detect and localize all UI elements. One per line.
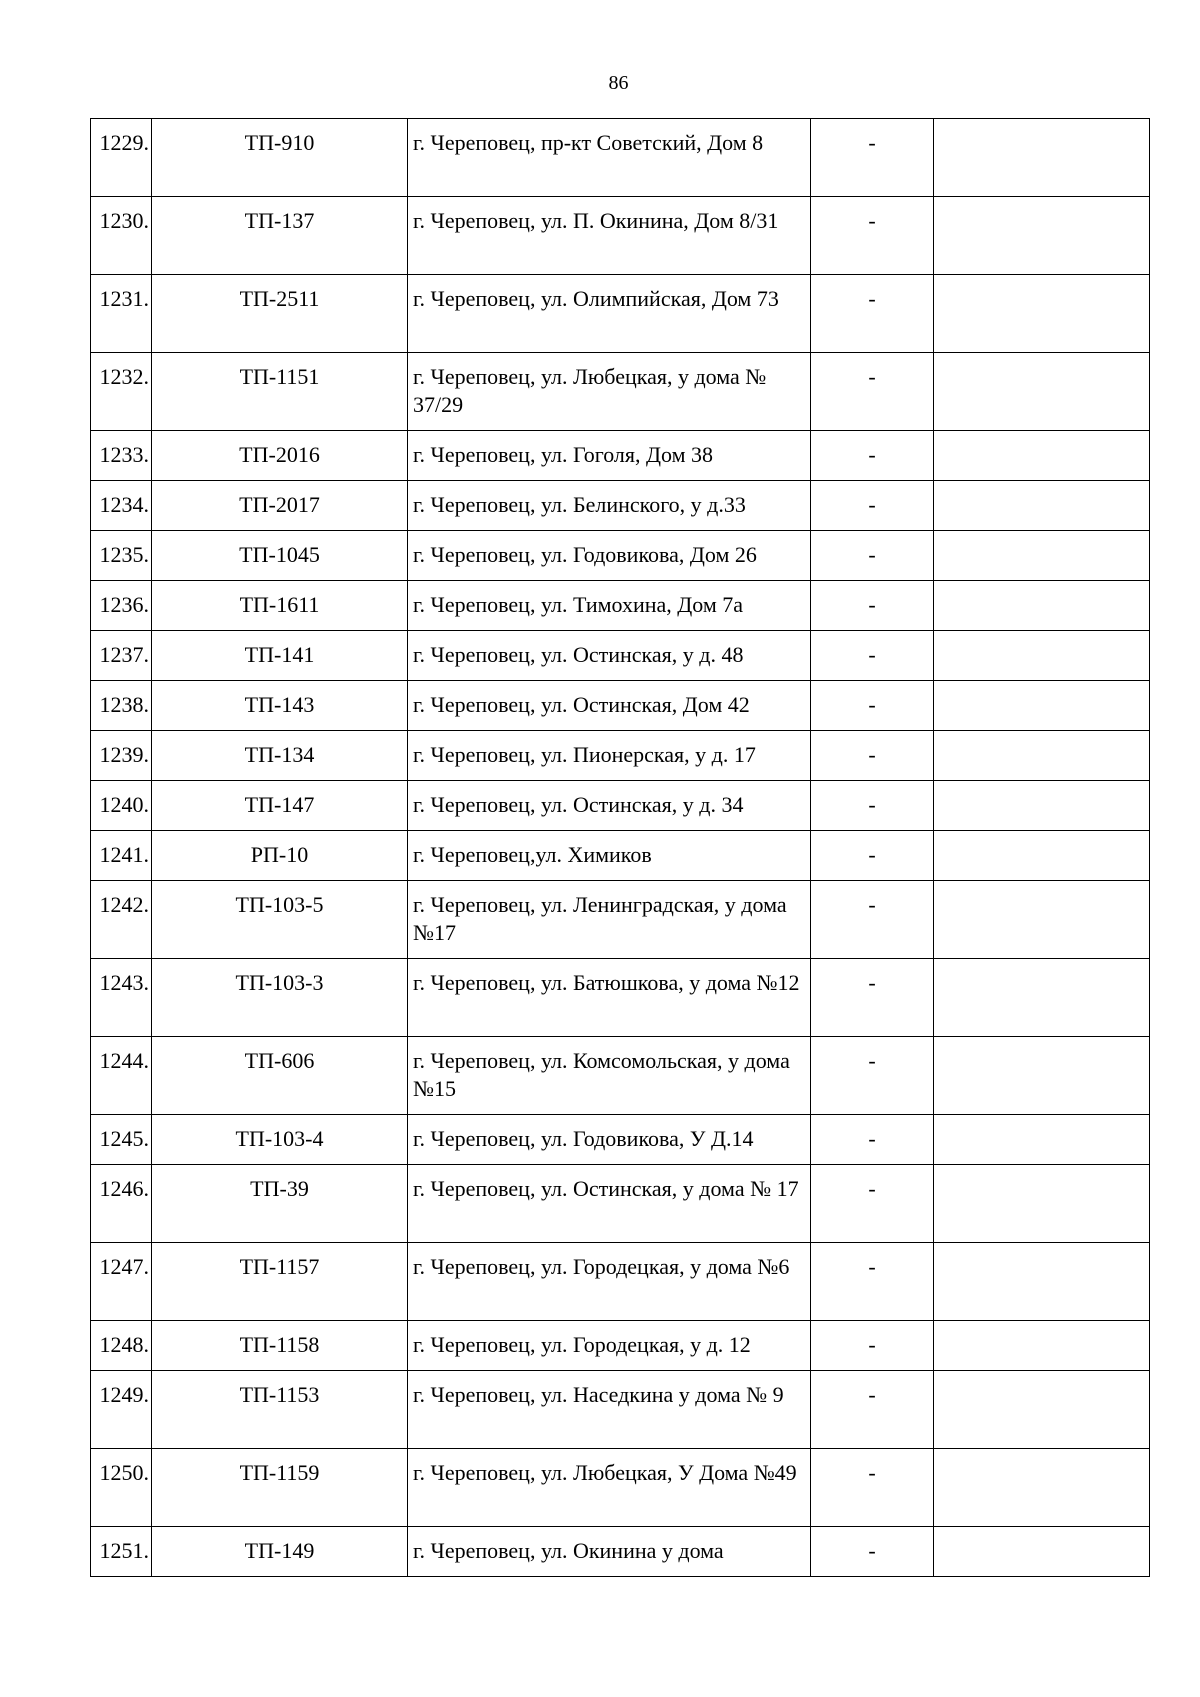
value-cell: - [811, 353, 934, 431]
row-number: 1251. [91, 1527, 152, 1577]
value-cell: - [811, 731, 934, 781]
note-cell [934, 881, 1150, 959]
value-cell: - [811, 581, 934, 631]
substation-code: ТП-1153 [152, 1371, 408, 1449]
address-cell: г. Череповец, ул. Олимпийская, Дом 73 [408, 275, 811, 353]
table-row [91, 1243, 1150, 1321]
note-cell [934, 1037, 1150, 1115]
value-cell: - [811, 631, 934, 681]
address-cell: г. Череповец, ул. Остинская, у д. 34 [408, 781, 811, 831]
note-cell [934, 353, 1150, 431]
row-number: 1231. [91, 275, 152, 353]
note-cell [934, 1165, 1150, 1243]
note-cell [934, 681, 1150, 731]
table-row [91, 1449, 1150, 1527]
address-cell: г. Череповец, ул. Остинская, у дома № 17 [408, 1165, 811, 1243]
substation-code: ТП-1611 [152, 581, 408, 631]
row-number: 1229. [91, 119, 152, 197]
address-cell: г. Череповец, ул. Городецкая, у дома №6 [408, 1243, 811, 1321]
row-number: 1242. [91, 881, 152, 959]
table-row [91, 1165, 1150, 1243]
note-cell [934, 959, 1150, 1037]
address-cell: г. Череповец, ул. Годовикова, Дом 26 [408, 531, 811, 581]
note-cell [934, 581, 1150, 631]
substation-code: ТП-1045 [152, 531, 408, 581]
substation-code: ТП-134 [152, 731, 408, 781]
address-cell: г. Череповец, ул. Пионерская, у д. 17 [408, 731, 811, 781]
address-cell: г. Череповец, ул. Городецкая, у д. 12 [408, 1321, 811, 1371]
row-number: 1236. [91, 581, 152, 631]
value-cell: - [811, 531, 934, 581]
note-cell [934, 631, 1150, 681]
row-number: 1235. [91, 531, 152, 581]
row-number: 1241. [91, 831, 152, 881]
note-cell [934, 481, 1150, 531]
note-cell [934, 275, 1150, 353]
substation-code: ТП-103-5 [152, 881, 408, 959]
value-cell: - [811, 1037, 934, 1115]
value-cell: - [811, 881, 934, 959]
address-cell: г. Череповец, ул. Ленинградская, у дома №17 [408, 881, 811, 959]
note-cell [934, 1371, 1150, 1449]
value-cell: - [811, 959, 934, 1037]
address-cell: г. Череповец, ул. П. Окинина, Дом 8/31 [408, 197, 811, 275]
table-row [91, 275, 1150, 353]
table-row [91, 631, 1150, 681]
row-number: 1247. [91, 1243, 152, 1321]
row-number: 1248. [91, 1321, 152, 1371]
substation-code: ТП-2016 [152, 431, 408, 481]
table-row [91, 1371, 1150, 1449]
address-cell: г. Череповец, ул. Наседкина у дома № 9 [408, 1371, 811, 1449]
substation-code: ТП-39 [152, 1165, 408, 1243]
note-cell [934, 119, 1150, 197]
row-number: 1232. [91, 353, 152, 431]
row-number: 1246. [91, 1165, 152, 1243]
address-cell: г. Череповец, ул. Окинина у дома [408, 1527, 811, 1577]
value-cell: - [811, 1165, 934, 1243]
substation-code: ТП-1158 [152, 1321, 408, 1371]
table-row [91, 681, 1150, 731]
table-row [91, 353, 1150, 431]
table-row [91, 197, 1150, 275]
row-number: 1250. [91, 1449, 152, 1527]
table-row [91, 1115, 1150, 1165]
row-number: 1243. [91, 959, 152, 1037]
substations-table [90, 118, 1150, 1577]
value-cell: - [811, 431, 934, 481]
value-cell: - [811, 275, 934, 353]
address-cell: г. Череповец, пр-кт Советский, Дом 8 [408, 119, 811, 197]
table-row [91, 781, 1150, 831]
value-cell: - [811, 481, 934, 531]
substation-code: ТП-910 [152, 119, 408, 197]
substation-code: ТП-606 [152, 1037, 408, 1115]
substation-code: ТП-1159 [152, 1449, 408, 1527]
substation-code: ТП-137 [152, 197, 408, 275]
value-cell: - [811, 197, 934, 275]
value-cell: - [811, 681, 934, 731]
row-number: 1238. [91, 681, 152, 731]
address-cell: г. Череповец, ул. Годовикова, У Д.14 [408, 1115, 811, 1165]
table-row [91, 531, 1150, 581]
table-row [91, 1527, 1150, 1577]
note-cell [934, 197, 1150, 275]
row-number: 1239. [91, 731, 152, 781]
row-number: 1240. [91, 781, 152, 831]
table-row [91, 119, 1150, 197]
value-cell: - [811, 1321, 934, 1371]
table-row [91, 959, 1150, 1037]
value-cell: - [811, 1449, 934, 1527]
value-cell: - [811, 1243, 934, 1321]
value-cell: - [811, 781, 934, 831]
substation-code: ТП-103-4 [152, 1115, 408, 1165]
address-cell: г. Череповец, ул. Остинская, Дом 42 [408, 681, 811, 731]
substation-code: ТП-147 [152, 781, 408, 831]
note-cell [934, 531, 1150, 581]
table-row [91, 831, 1150, 881]
address-cell: г. Череповец, ул. Комсомольская, у дома №15 [408, 1037, 811, 1115]
row-number: 1233. [91, 431, 152, 481]
table-row [91, 581, 1150, 631]
address-cell: г. Череповец,ул. Химиков [408, 831, 811, 881]
value-cell: - [811, 831, 934, 881]
row-number: 1234. [91, 481, 152, 531]
address-cell: г. Череповец, ул. Остинская, у д. 48 [408, 631, 811, 681]
table-row [91, 431, 1150, 481]
address-cell: г. Череповец, ул. Любецкая, у дома № 37/29 [408, 353, 811, 431]
substation-code: ТП-149 [152, 1527, 408, 1577]
address-cell: г. Череповец, ул. Тимохина, Дом 7а [408, 581, 811, 631]
row-number: 1237. [91, 631, 152, 681]
note-cell [934, 1115, 1150, 1165]
table-row [91, 1321, 1150, 1371]
table-row [91, 731, 1150, 781]
table-row [91, 481, 1150, 531]
table-row [91, 1037, 1150, 1115]
address-cell: г. Череповец, ул. Белинского, у д.33 [408, 481, 811, 531]
note-cell [934, 781, 1150, 831]
note-cell [934, 431, 1150, 481]
address-cell: г. Череповец, ул. Батюшкова, у дома №12 [408, 959, 811, 1037]
page-number: 86 [608, 72, 629, 94]
note-cell [934, 1243, 1150, 1321]
note-cell [934, 831, 1150, 881]
row-number: 1244. [91, 1037, 152, 1115]
note-cell [934, 1527, 1150, 1577]
substation-code: ТП-1151 [152, 353, 408, 431]
note-cell [934, 731, 1150, 781]
address-cell: г. Череповец, ул. Любецкая, У Дома №49 [408, 1449, 811, 1527]
address-cell: г. Череповец, ул. Гоголя, Дом 38 [408, 431, 811, 481]
note-cell [934, 1321, 1150, 1371]
note-cell [934, 1449, 1150, 1527]
value-cell: - [811, 1115, 934, 1165]
row-number: 1249. [91, 1371, 152, 1449]
substation-code: ТП-2017 [152, 481, 408, 531]
substation-code: ТП-141 [152, 631, 408, 681]
substation-code: ТП-143 [152, 681, 408, 731]
substation-code: ТП-103-3 [152, 959, 408, 1037]
substation-code: РП-10 [152, 831, 408, 881]
row-number: 1230. [91, 197, 152, 275]
table-row [91, 881, 1150, 959]
substation-code: ТП-1157 [152, 1243, 408, 1321]
row-number: 1245. [91, 1115, 152, 1165]
substation-code: ТП-2511 [152, 275, 408, 353]
value-cell: - [811, 1527, 934, 1577]
value-cell: - [811, 119, 934, 197]
value-cell: - [811, 1371, 934, 1449]
